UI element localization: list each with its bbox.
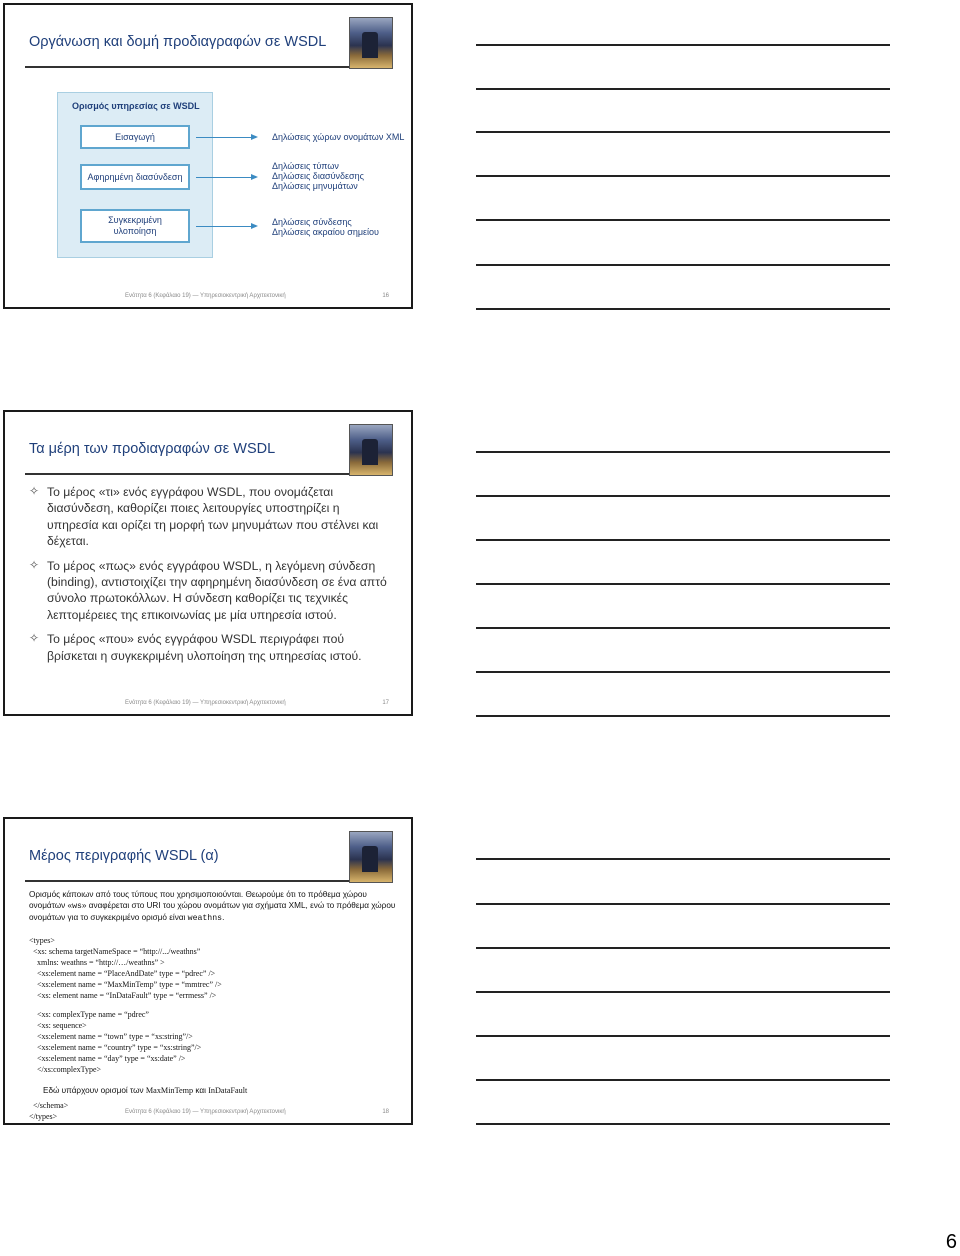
note-line — [476, 858, 890, 860]
slide-footer: Ενότητα 6 (Κεφάλαιο 19) — Υπηρεσιοκεντρική Αρχιτεκτονική — [125, 293, 286, 299]
title-rule — [25, 66, 355, 68]
note-line — [476, 264, 890, 266]
bullet-item — [29, 558, 389, 624]
slide-18 — [3, 817, 413, 1125]
intro-text: . — [222, 913, 225, 922]
title-rule — [25, 473, 355, 475]
diagram-box-abstract-interface: Αφηρημένη διασύνδεση — [80, 164, 190, 190]
title-rule — [25, 880, 355, 882]
note-line — [476, 715, 890, 717]
diagram-box-import: Εισαγωγή — [80, 125, 190, 149]
diagram-label-line: Δηλώσεις τύπων — [272, 161, 339, 171]
note-line — [476, 539, 890, 541]
note-text: και — [193, 1086, 209, 1095]
note-line — [476, 1079, 890, 1081]
star-bullet-icon: ✧ — [29, 484, 40, 498]
note-line — [476, 627, 890, 629]
diagram-label-line: Δηλώσεις διασύνδεσης — [272, 171, 364, 181]
diagram-arrow — [196, 226, 256, 227]
note-code: InDataFault — [208, 1086, 248, 1095]
note-line — [476, 451, 890, 453]
bullet-text: Το μέρος «πως» ενός εγγράφου WSDL, η λεγόμενη σύνδεση (binding), αντιστοιχίζει την αφηρημένη διασύνδεση σε ένα απτό σύνολο πρωτοκόλλων. Η σύνδεση καθορίζει τις τεχνικές λεπτομέρειες της επικοινωνίας με μία υπηρεσία ιστού. — [47, 558, 387, 622]
note-line — [476, 44, 890, 46]
slide-page-number: 18 — [382, 1109, 389, 1115]
slide-title: Οργάνωση και δομή προδιαγραφών σε WSDL — [29, 34, 327, 50]
slide-thumbnail-image — [349, 17, 393, 69]
slide-footer: Ενότητα 6 (Κεφάλαιο 19) — Υπηρεσιοκεντρική Αρχιτεκτονική — [125, 700, 286, 706]
diagram-arrow — [196, 177, 256, 178]
diagram-label-line: Δηλώσεις σύνδεσης — [272, 217, 352, 227]
note-line — [476, 88, 890, 90]
slide-17 — [3, 410, 413, 716]
star-bullet-icon: ✧ — [29, 557, 40, 572]
slide-title: Τα μέρη των προδιαγραφών σε WSDL — [29, 441, 276, 457]
slide-thumbnail-image — [349, 424, 393, 476]
bullet-text: Το μέρος «τι» ενός εγγράφου WSDL, που ονομάζεται διασύνδεση, καθορίζει ποιες λειτουργίες υποστηρίζει η υπηρεσία και ορίζει τη μορφή των μηνυμάτων που στέλνει και δέχεται. — [47, 485, 379, 549]
diagram-arrow — [196, 137, 256, 138]
sheet-page-number: 6 — [945, 1231, 957, 1253]
note-line — [476, 131, 890, 133]
bullet-item — [29, 484, 389, 550]
namespace-prefix: ws — [72, 902, 82, 911]
diagram-title: Ορισμός υπηρεσίας σε WSDL — [72, 101, 200, 111]
slide-thumbnail-image — [349, 831, 393, 883]
bullet-text: Το μέρος «που» ενός εγγράφου WSDL περιγράφει πού βρίσκεται η συγκεκριμένη υλοποίηση της υπηρεσίας ιστού. — [47, 632, 362, 663]
note-line — [476, 991, 890, 993]
diagram-label — [272, 161, 364, 191]
note-line — [476, 671, 890, 673]
intro-paragraph — [29, 889, 399, 924]
slide-footer: Ενότητα 6 (Κεφάλαιο 19) — Υπηρεσιοκεντρική Αρχιτεκτονική — [125, 1109, 286, 1115]
note-line — [476, 1123, 890, 1125]
intro-text: » αναφέρεται στο URI του χώρου ονομάτων για σχήματα XML, ενώ το πρόθεμα χώρου ονομάτων για το συγκεκριμένο ορισμό είναι — [29, 901, 396, 922]
note-line — [476, 219, 890, 221]
note-code: MaxMinTemp — [145, 1086, 194, 1095]
diagram-label-line: Δηλώσεις μηνυμάτων — [272, 181, 358, 191]
star-bullet-icon: ✧ — [29, 631, 40, 646]
note-text: Εδώ υπάρχουν ορισμοί των — [43, 1086, 146, 1095]
note-line — [476, 1035, 890, 1037]
diagram-label-line: Δηλώσεις χώρων ονομάτων XML — [272, 132, 405, 142]
namespace-prefix: weathns — [187, 914, 223, 923]
note-line — [476, 903, 890, 905]
intro-text: Ορισμός κάποιων από τους τύπους που χρησιμοποιούνται. Θεωρούμε ότι το πρόθεμα χώρου ονομάτων « — [29, 890, 367, 910]
bullet-item — [29, 631, 389, 664]
code-block: <types> <xs: schema targetNameSpace = “http://.../weathns” xmlns: weathns = “http://…/weathns” > <xs:element name = “PlaceAndDate” type = “pdrec” /> <xs:element name = “MaxMinTemp” type = “mmtrec” /> <xs: element name = “InDataFault” type = “errmess” /> — [29, 936, 222, 1000]
note-line — [476, 495, 890, 497]
slide-page-number: 17 — [382, 700, 389, 706]
diagram-label — [272, 217, 379, 237]
note-paragraph — [43, 1086, 247, 1095]
note-line — [476, 175, 890, 177]
slide-title: Μέρος περιγραφής WSDL (α) — [29, 848, 219, 864]
diagram-label-line: Δηλώσεις ακραίου σημείου — [272, 227, 379, 237]
note-line — [476, 947, 890, 949]
note-line — [476, 308, 890, 310]
code-block: <xs: complexType name = “pdrec” <xs: sequence> <xs:element name = “town” type = “xs:string”/> <xs:element name = “country” type = “xs:string”/> <xs:element name = “day” type = “xs:date” /> </xs:complexType> — [37, 1010, 202, 1074]
code-block-end: </schema> </types> — [29, 1101, 69, 1121]
slide-page-number: 16 — [382, 293, 389, 299]
diagram-box-concrete-implementation: Συγκεκριμένη υλοποίηση — [80, 209, 190, 243]
diagram-label — [272, 132, 404, 142]
note-line — [476, 583, 890, 585]
bullet-list — [29, 484, 389, 672]
